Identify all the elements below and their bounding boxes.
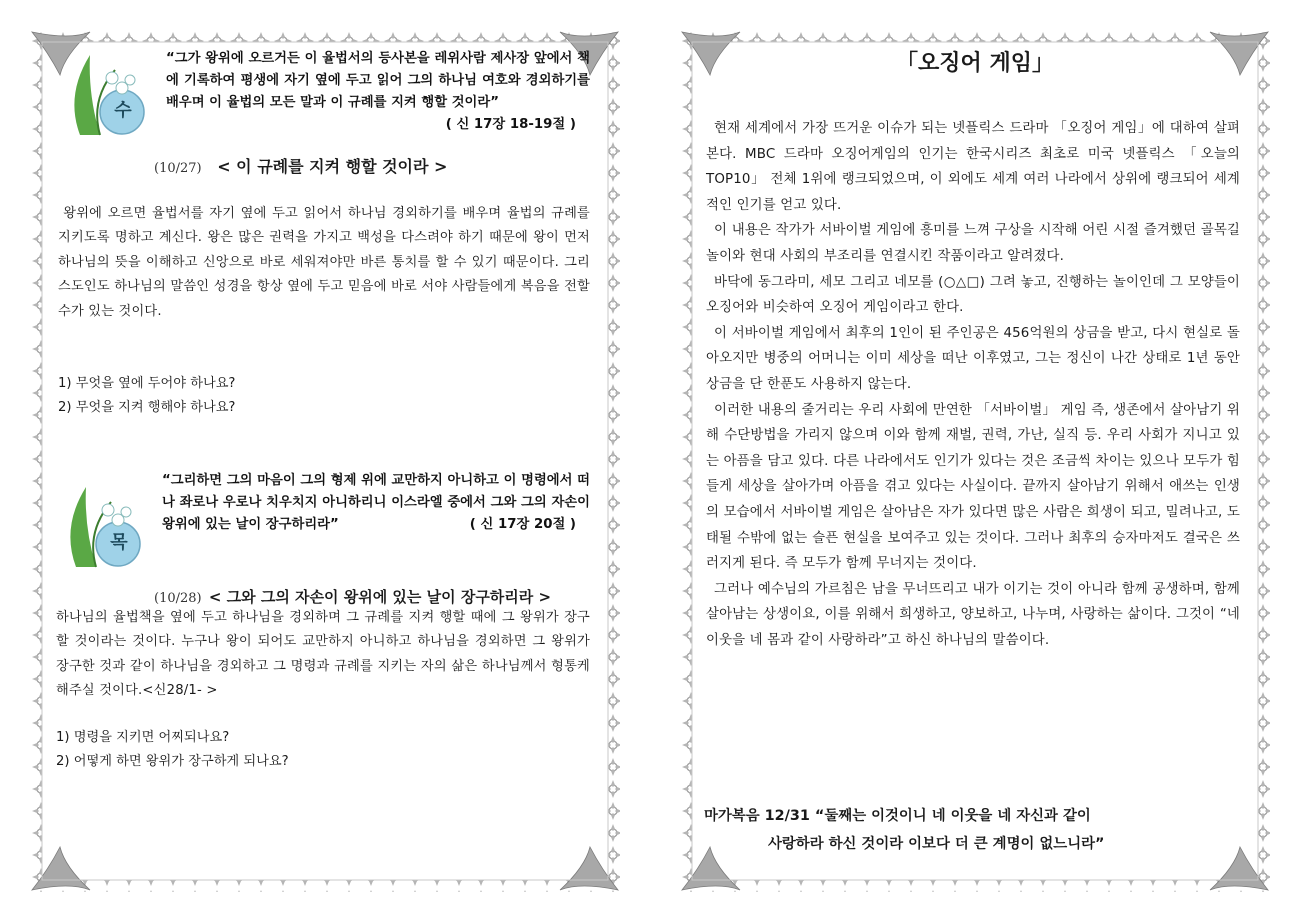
article-title: 「오징어 게임」 xyxy=(896,51,1054,76)
body-paragraph: 왕위에 오르면 율법서를 자기 옆에 두고 읽어서 하나님 경외하기를 배우며 율법의 규례를 지키도록 명하고 계신다. 왕은 많은 권력을 가지고 백성을 다스려야 하기 때문에 왕이 먼저 하나님의 뜻을 이해하고 신앙으로 바로 세워져야만 바른 통치를 할 수 있기 때문이다. 그리스도인도 하나님의 말씀인 성경을 항상 옆에 두고 믿음에 바로 서야 사람들에게 복음을 전할 수가 있는 것이다. xyxy=(58,206,590,319)
article-body xyxy=(706,116,1240,653)
devotion-body-1 xyxy=(58,202,590,324)
question-item: 1) 명령을 지키면 어찌되나요? xyxy=(56,730,230,745)
closing-scripture xyxy=(704,802,1244,858)
verse-text: “그리하면 그의 마음이 그의 형제 위에 교만하지 아니하고 이 명령에서 떠나 좌로나 우로나 치우치지 아니하리니 이스라엘 중에서 그와 그의 자손이 왕위에 있는 날이 장구하리라” xyxy=(162,473,590,532)
heading-date: (10/28) xyxy=(154,591,202,606)
scripture-verse-2 xyxy=(162,470,590,536)
verse-reference: ( 신 17장 18-19절 ) xyxy=(445,117,576,132)
verse-reference: ( 신 17장 20절 ) xyxy=(469,517,576,532)
closing-line: 사랑하라 하신 것이라 이보다 더 큰 계명이 없느니라” xyxy=(768,836,1105,852)
question-list-2 xyxy=(56,726,289,774)
lily-label: 수 xyxy=(114,100,132,121)
article-paragraph: 바닥에 동그라미, 세모 그리고 네모를 (○△□) 그려 놓고, 진행하는 놀이인데 그 모양들이 오징어와 비슷하여 오징어 게임이라고 한다. xyxy=(706,274,1240,316)
article-paragraph: 그러나 예수님의 가르침은 남을 무너뜨리고 내가 이기는 것이 아니라 함께 공생하며, 함께 살아남는 상생이요, 이를 위해서 희생하고, 양보하고, 나누며, 사랑하는 삶이다. 그것이 “네 이웃을 네 몸과 같이 사랑하라”고 하신 하나님의 말씀이다. xyxy=(706,581,1240,648)
article-paragraph: 이러한 내용의 줄거리는 우리 사회에 만연한 「서바이벌」 게임 즉, 생존에서 살아남기 위해 수단방법을 가리지 않으며 이와 함께 재벌, 권력, 가난, 실직 등. 우리 사회가 지니고 있는 아픔을 담고 있다. 다른 나라에서도 인기가 있다는 것은 조금씩 차이는 있으나 모두가 힘들게 세상을 살아가며 아픔을 겪고 있다는 사실이다. 끝까지 살아남기 위해서 애쓰는 인생의 모습에서 서바이벌 게임은 살아남은 자가 있다면 많은 사람은 희생이 되고, 밀려나고, 도태될 수밖에 없는 슬픈 현실을 보여주고 있는 것이다. 그러나 최후의 승자마저도 결국은 쓰러지게 된다. 즉 모두가 함께 무너지는 것이다. xyxy=(706,402,1240,572)
article-paragraph: 이 서바이벌 게임에서 최후의 1인이 된 주인공은 456억원의 상금을 받고, 다시 현실로 돌아오지만 병중의 어머니는 이미 세상을 떠난 이후였고, 그는 정신이 나간 상태로 1년 동안 상금을 단 한푼도 사용하지 않는다. xyxy=(706,325,1240,392)
question-item: 2) 어떻게 하면 왕위가 장구하게 되나요? xyxy=(56,754,289,769)
article-paragraph: 현재 세계에서 가장 뜨거운 이슈가 되는 넷플릭스 드라마 「오징어 게임」에 대하여 살펴본다. MBC 드라마 오징어게임의 인기는 한국시리즈 최초로 미국 넷플릭스 「오늘의 TOP10」 전체 1위에 랭크되었으며, 이 외에도 세계 여러 나라에서 상위에 랭크되어 세계적인 인기를 얻고 있다. xyxy=(706,121,1240,213)
heading-title: < 이 규례를 지켜 행할 것이라 > xyxy=(217,157,448,176)
question-list-1 xyxy=(58,372,235,420)
lily-label: 목 xyxy=(110,532,128,553)
heading-title: < 그와 그의 자손이 왕위에 있는 날이 장구하리라 > xyxy=(208,588,552,606)
section-heading-2 xyxy=(154,586,551,607)
closing-line: 마가복음 12/31 “둘째는 이것이니 네 이웃을 네 자신과 같이 xyxy=(704,808,1091,824)
body-paragraph: 하나님의 율법책을 옆에 두고 하나님을 경외하며 그 규례를 지켜 행할 때에 그 왕위가 장구할 것이라는 것이다. 누구나 왕이 되어도 교만하지 아니하고 하나님을 경외하면 그 왕위가 장구한 것과 같이 하나님을 경외하고 그 명령과 규례를 지키는 자의 삶은 하나님께서 형통케 해주실 것이다.<신28/1- > xyxy=(56,610,590,699)
heading-date: (10/27) xyxy=(154,161,202,176)
left-page xyxy=(30,30,620,892)
section-heading-1 xyxy=(154,154,447,177)
lily-of-the-valley-icon xyxy=(60,40,150,140)
question-item: 1) 무엇을 옆에 두어야 하나요? xyxy=(58,376,236,391)
article-paragraph: 이 내용은 작가가 서바이벌 게임에 흥미를 느껴 구상을 시작해 어린 시절 즐겨했던 골목길 놀이와 현대 사회의 부조리를 연결시킨 작품이라고 알려졌다. xyxy=(706,223,1240,264)
scripture-verse-1 xyxy=(166,48,590,136)
lily-of-the-valley-icon xyxy=(56,472,146,572)
right-page xyxy=(680,30,1270,892)
devotion-body-2 xyxy=(56,606,590,704)
question-item: 2) 무엇을 지켜 행해야 하나요? xyxy=(58,400,236,415)
verse-text: “그가 왕위에 오르거든 이 율법서의 등사본을 레위사람 제사장 앞에서 책에 기록하여 평생에 자기 옆에 두고 읽어 그의 하나님 여호와 경외하기를 배우며 이 율법의 모든 말과 이 규례를 지켜 행할 것이라” xyxy=(166,51,590,110)
